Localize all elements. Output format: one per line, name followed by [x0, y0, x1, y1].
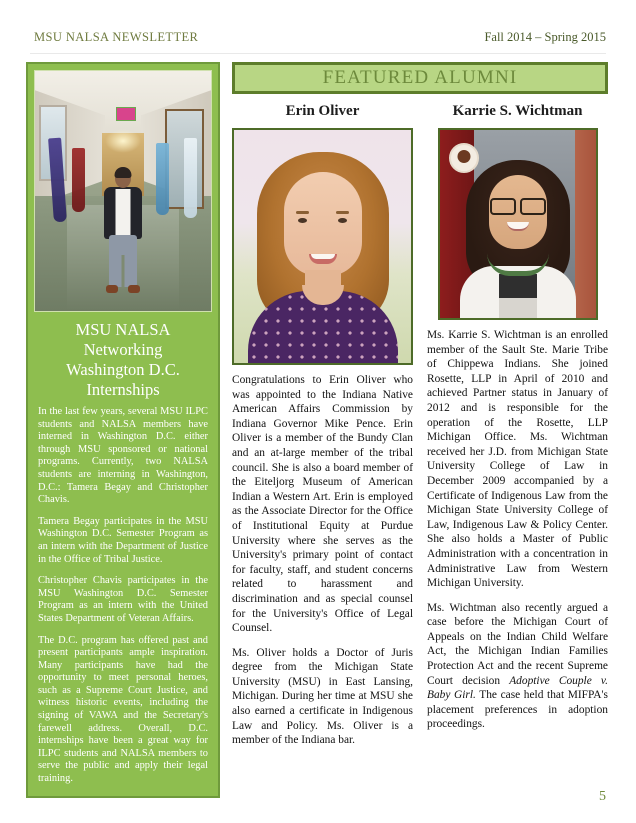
sidebar-title-line-2: Networking: [83, 340, 163, 359]
portrait-teeth: [311, 254, 335, 259]
banner-title: FEATURED ALUMNI: [322, 67, 518, 88]
flag-icon: [156, 143, 169, 215]
alumni-paragraph: [427, 601, 608, 732]
alumni-photo-erin-oliver: [232, 128, 413, 365]
masthead: [34, 30, 606, 50]
portrait-eye: [338, 218, 347, 223]
sidebar-paragraph: The D.C. program has offered past and present participants ample inspiration. Many participants have had the opportunity to meet personal heroes, such as a Supreme Court Justice, and witness historic events, including the signing of VAWA and the Secretary's farewell address. Overall, D.C. internships have been a great way for ILPC students and NALSA members to serve the public and apply their legal training.: [38, 634, 208, 785]
portrait-eye: [298, 218, 307, 223]
sidebar-title-line-4: Internships: [86, 380, 160, 399]
portrait-eyebrow: [296, 211, 309, 214]
alumni-bio-erin-oliver: [232, 373, 413, 748]
featured-alumni-banner: [232, 62, 608, 94]
person-shoe: [128, 285, 140, 293]
sidebar-dc-internships: [26, 62, 220, 798]
masthead-divider: [30, 53, 606, 54]
glasses-icon: [490, 198, 546, 212]
sidebar-title-line-3: Washington D.C.: [66, 360, 180, 379]
sidebar-body: [28, 406, 218, 798]
alumni-column-erin-oliver: [232, 103, 413, 748]
sidebar-photo: [34, 70, 212, 312]
sidebar-paragraph: Christopher Chavis participates in the MSU Washington D.C. Semester Program as an intern with the United States Department of Veteran Affairs.: [38, 575, 208, 624]
person-hair: [115, 167, 132, 178]
publication-title: MSU NALSA NEWSLETTER: [34, 30, 199, 44]
sidebar-title-line-1: MSU NALSA: [75, 320, 171, 339]
alumni-paragraph-part: The case held that MIFPA's placement preferences in adoption proceedings.: [427, 689, 608, 731]
exit-sign-icon: [116, 107, 136, 121]
alumni-columns: [232, 103, 608, 748]
portrait-badge-icon: [449, 143, 479, 173]
alumni-paragraph: Ms. Karrie S. Wichtman is an enrolled member of the Sault Ste. Marie Tribe of Chippewa Indians. She joined Rosette, LLP in April of 2010 and achieved Partner status in January of 2012 and is responsible for the operation of the Rosette, LLP Michigan Office. Ms. Wichtman received her J.D. from Michigan State University College of Law in December 2009 accompanied by a Certificate of Indigenous Law from the Michigan State University College of Law, Indigenous Law & Policy Center. She also holds a Master of Public Administration with a concentration in Administrative Law from Western Michigan University.: [427, 329, 608, 590]
person-figure: [96, 169, 150, 301]
page-number: 5: [599, 789, 606, 804]
person-shirt: [116, 189, 131, 237]
flag-icon: [184, 138, 197, 218]
case-citation: Adoptive Couple v. Baby Girl.: [427, 674, 608, 702]
flag-icon: [72, 148, 85, 212]
featured-alumni-section: [232, 62, 608, 748]
alumni-paragraph: Congratulations to Erin Oliver who was appointed to the Indiana Native American Affairs Commission by Indiana Governor Mike Pence. Erin Oliver is a member of the Bundy Clan and an at-large member of the tribal council. She is also a board member of the Eiteljorg Museum of American Indian a Western Art. Erin is employed as the Associate Director for the Office of Institutional Equity at Purdue University where she serves as the University's primary point of contact for faculty, staff, and student concerns related to harassment and discrimination and as special counsel for the University's Office of Legal Counsel.: [232, 374, 413, 635]
portrait-eyebrow: [336, 211, 349, 214]
alumni-paragraph-part: Ms. Wichtman also recently argued a case before the Michigan Court of Appeals on the Indian Child Welfare Act, the Michigan Indian Families Protection Act and the recent Supreme Court decision: [427, 601, 608, 687]
alumni-bio-karrie-wichtman: [427, 328, 608, 732]
alumni-name: Erin Oliver: [285, 103, 360, 119]
person-shoe: [106, 285, 118, 293]
alumni-name: Karrie S. Wichtman: [452, 103, 583, 119]
alumni-photo-karrie-wichtman: [438, 128, 598, 320]
sidebar-title: [28, 312, 218, 406]
portrait-right-band: [575, 130, 595, 318]
issue-date: Fall 2014 – Spring 2015: [484, 30, 606, 44]
hallway-photo: [35, 71, 211, 311]
sidebar-paragraph: Tamera Begay participates in the MSU Washington D.C. Semester Program as an intern with the Department of Justice in the Office of Tribal Justice.: [38, 515, 208, 565]
portrait-inner-top: [499, 274, 537, 318]
alumni-column-karrie-wichtman: [427, 103, 608, 748]
alumni-paragraph: Ms. Oliver holds a Doctor of Juris degree from the Michigan State University (MSU) in East Lansing, Michigan. During her time at MSU she also earned a certificate in Indigenous Law and Policy. Ms. Oliver is a member of the Indiana bar.: [232, 646, 413, 747]
hallway-light-glow: [105, 129, 140, 153]
sidebar-paragraph: In the last few years, several MSU ILPC students and NALSA members have interned in Washington D.C. either through MSU sponsored or national programs. Currently, two NALSA students are interning in Washington, D.C.: Tamera Begay and Christopher Chavis.: [38, 406, 208, 506]
person-leg-gap: [122, 255, 125, 287]
